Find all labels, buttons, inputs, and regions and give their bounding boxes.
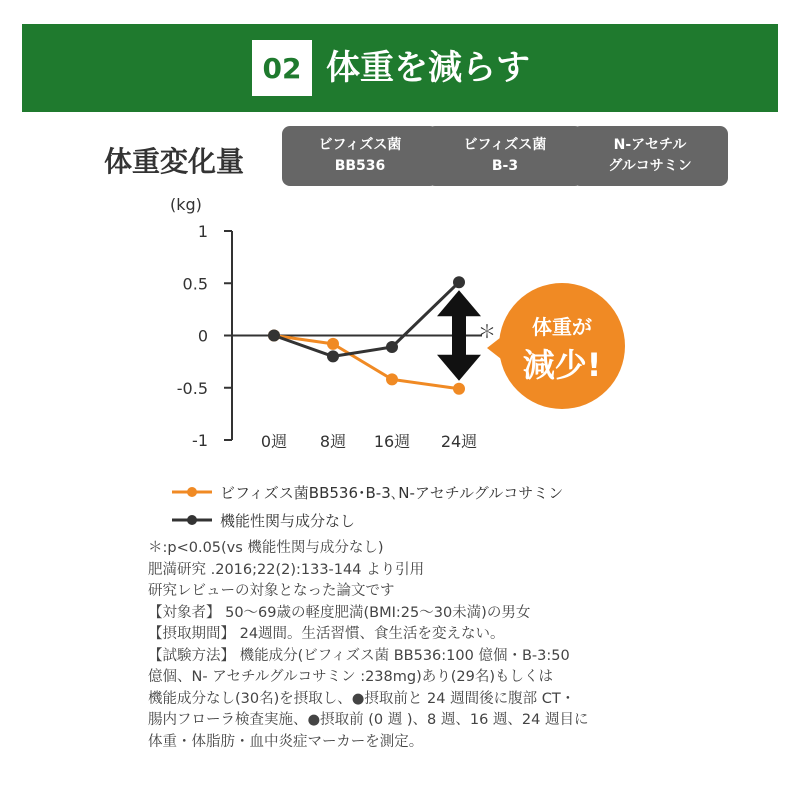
note-line: 億個、N- アセチルグルコサミン :238mg)あり(29名)もしくは	[148, 669, 554, 685]
tag-line2: BB536	[334, 158, 386, 174]
legend-label-orange: ビフィズス菌BB536･B-3､N-アセチルグルコサミン	[220, 483, 564, 502]
x-tick-label: 8週	[319, 432, 347, 451]
legend-swatch-black	[172, 513, 212, 527]
series-line-orange	[274, 336, 459, 389]
note-line: 機能成分なし(30名)を摂取し、●摂取前と 24 週間後に腹部 CT・	[148, 690, 576, 707]
callout-text-line2: 減少!	[522, 346, 602, 384]
legend-item-black	[172, 506, 563, 534]
data-point-orange	[327, 338, 339, 350]
tag-line2: B-3	[491, 158, 519, 174]
note-line: ＊:p<0.05(vs 機能性関与成分なし)	[148, 540, 384, 556]
y-tick-label: -1	[192, 431, 208, 450]
tag-line2: グルコサミン	[608, 158, 692, 174]
data-point-black	[386, 341, 398, 353]
tag-line1: ビフィズス菌	[463, 137, 547, 153]
legend-swatch-orange	[172, 485, 212, 499]
data-point-black	[327, 350, 339, 362]
data-point-black	[453, 276, 465, 288]
y-axis-unit-label: (kg)	[170, 195, 202, 214]
tag-line1: N-アセチル	[613, 137, 687, 153]
y-tick-label: -0.5	[176, 378, 208, 398]
data-point-black	[268, 330, 280, 342]
section-title: 体重を減らす	[326, 48, 530, 88]
note-line: 研究レビューの対象となった論文です	[148, 583, 395, 599]
chart-legend	[172, 478, 563, 534]
legend-label-black: 機能性関与成分なし	[220, 511, 356, 530]
y-tick-label: 1	[197, 222, 208, 241]
data-point-orange	[386, 373, 398, 385]
x-tick-label: 0週	[260, 432, 288, 451]
study-notes	[148, 538, 748, 753]
tag-line1: ビフィズス菌	[318, 137, 402, 153]
significance-mark: ＊	[478, 322, 496, 343]
series-line-black	[274, 282, 459, 356]
note-line: 腸内フローラ検査実施、●摂取前 (0 週 )、8 週、16 週、24 週目に	[148, 712, 589, 728]
note-line: 【対象者】 50～69歳の軽度肥満(BMI:25～30未満)の男女	[148, 604, 531, 621]
y-tick-label: 0.5	[182, 274, 208, 294]
callout-text-line1: 体重が	[532, 315, 592, 339]
section-number: 02	[252, 40, 312, 96]
note-line: 体重・体脂肪・血中炎症マーカーを測定。	[148, 733, 424, 750]
data-point-orange	[453, 383, 465, 395]
note-line: 肥満研究 .2016;22(2):133-144 より引用	[148, 561, 425, 578]
x-tick-label: 16週	[373, 432, 411, 451]
chart-title: 体重変化量	[104, 145, 245, 178]
note-line: 【摂取期間】 24週間。生活習慣、食生活を変えない。	[148, 626, 505, 642]
x-tick-label: 24週	[440, 432, 478, 451]
legend-item-orange	[172, 478, 563, 506]
y-tick-label: 0	[197, 326, 208, 346]
note-line: 【試験方法】 機能成分(ビフィズス菌 BB536:100 億個・B-3:50	[148, 647, 570, 664]
